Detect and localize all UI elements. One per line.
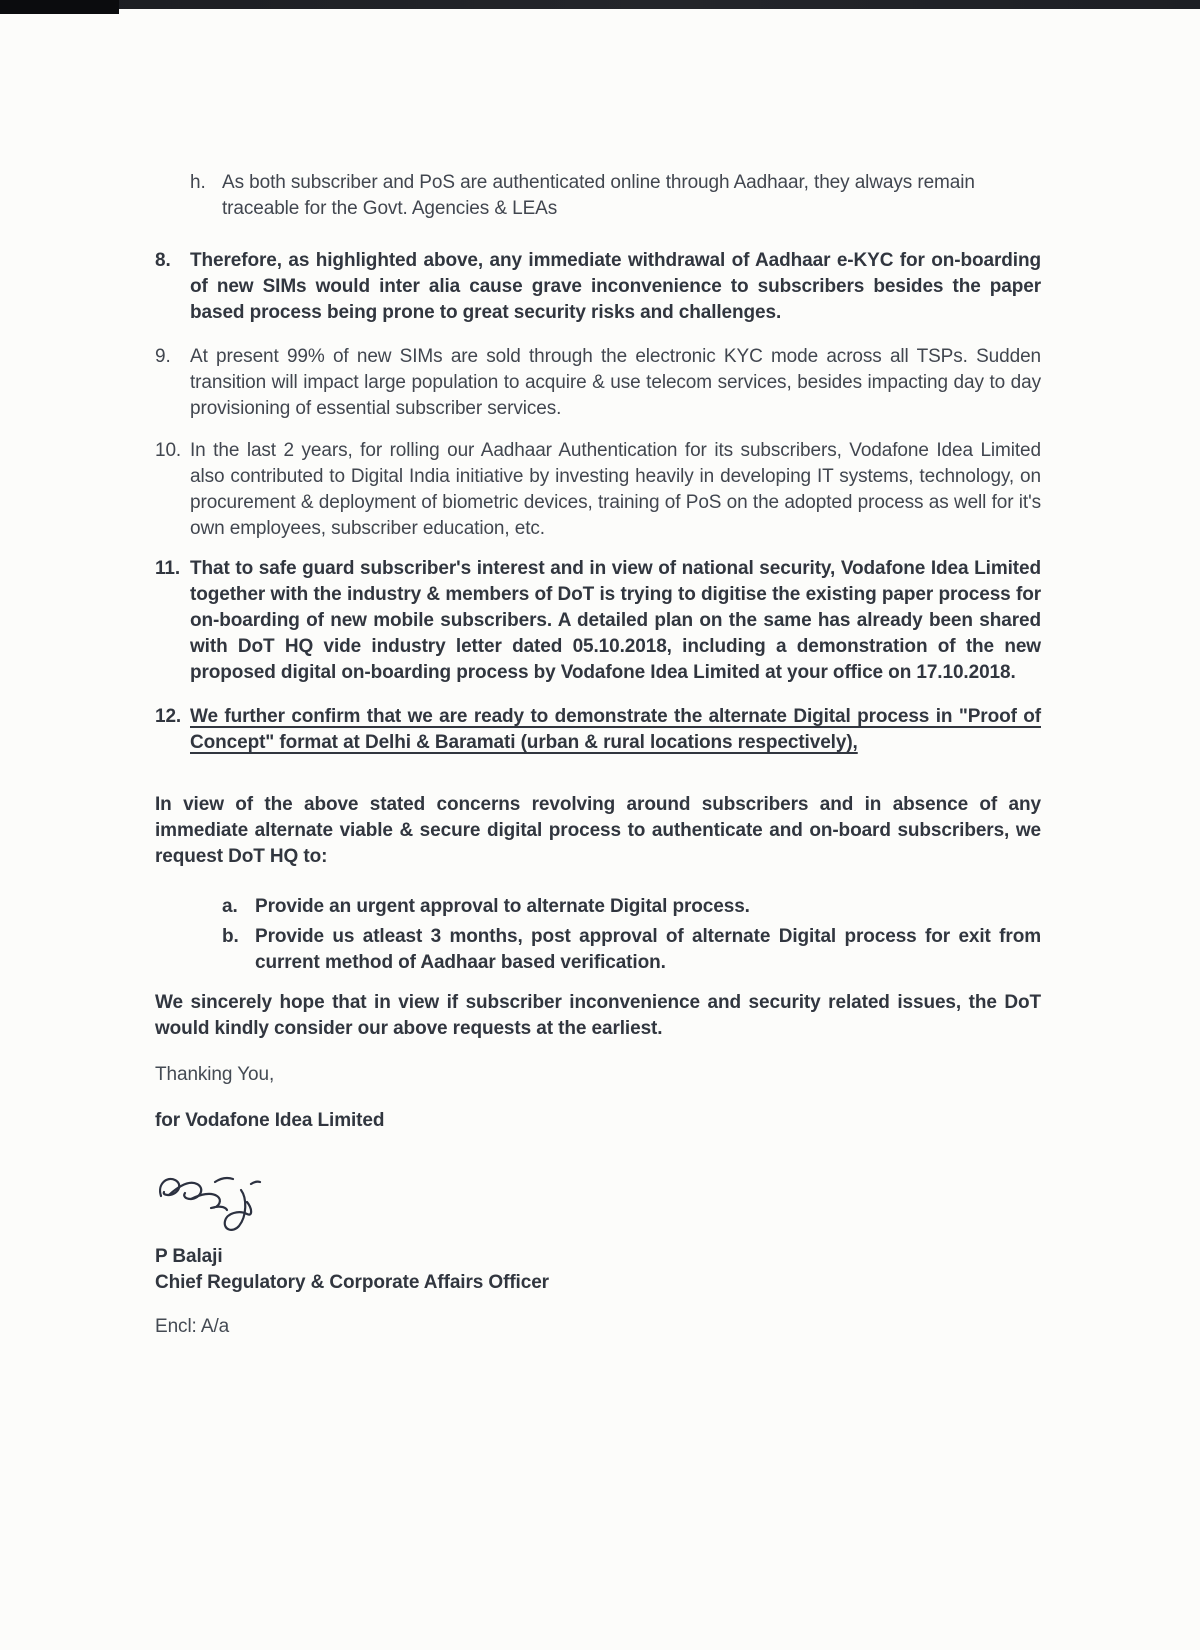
company-line: for Vodafone Idea Limited [155,1110,385,1131]
list-item-marker: 8. [155,250,171,271]
list-item-text: That to safe guard subscriber's interest and in view of national security, Vodafone Idea Limited together with the industry & members of DoT is trying to digitise the existing paper process for on-boarding of new mobile subscribers. A detailed plan on the same has already been shared with DoT HQ vide industry letter dated 05.10.2018, including a demonstration of the new proposed digital on-boarding process by Vodafone Idea Limited at your office on 17.10.2018. [190,558,1041,683]
letter-body [155,170,1041,1340]
request-item-b [222,924,1041,976]
list-item-text: At present 99% of new SIMs are sold through the electronic KYC mode across all TSPs. Sudden transition will impact large population to acquire & use telecom services, besides impacting day to day provisioning of essential subscriber services. [190,346,1041,419]
list-item-marker: a. [222,896,238,917]
list-item-marker: 11. [155,558,181,579]
scan-corner-artifact [0,0,119,14]
request-item-a [222,894,1041,920]
list-item-11 [155,556,1041,686]
list-item-h [190,170,1041,222]
list-item-text: We further confirm that we are ready to demonstrate the alternate Digital process in "Proof of Concept" format at Delhi & Baramati (urban & rural locations respectively), [190,706,1041,753]
signatory-title: Chief Regulatory & Corporate Affairs Officer [155,1272,549,1293]
enclosure-line: Encl: A/a [155,1316,230,1337]
signature-scribble [155,1168,295,1238]
request-paragraph: In view of the above stated concerns revolving around subscribers and in absence of any immediate alternate viable & secure digital process to authenticate and on-board subscribers, we request DoT HQ to: [155,794,1041,867]
list-item-12 [155,704,1041,756]
signatory-name: P Balaji [155,1246,223,1267]
request-list [222,894,1041,976]
thanking-line: Thanking You, [155,1064,275,1085]
list-item-text: Provide an urgent approval to alternate Digital process. [255,896,750,917]
list-item-marker: 9. [155,346,171,367]
list-item-8 [155,248,1041,326]
list-item-10 [155,438,1041,542]
list-item-9 [155,344,1041,422]
list-item-marker: 10. [155,440,182,461]
scan-edge-artifact [0,0,1200,9]
closing-paragraph: We sincerely hope that in view if subscriber inconvenience and security related issues, the DoT would kindly consider our above requests at the earliest. [155,992,1041,1039]
list-item-text: As both subscriber and PoS are authenticated online through Aadhaar, they always remain traceable for the Govt. Agencies & LEAs [222,172,975,219]
list-item-text: Provide us atleast 3 months, post approval of alternate Digital process for exit from current method of Aadhaar based verification. [255,926,1041,973]
list-item-marker: h. [190,172,206,193]
list-item-text: Therefore, as highlighted above, any immediate withdrawal of Aadhaar e-KYC for on-boarding of new SIMs would inter alia cause grave inconvenience to subscribers besides the paper based process being prone to great security risks and challenges. [190,250,1041,323]
list-item-text: In the last 2 years, for rolling our Aadhaar Authentication for its subscribers, Vodafone Idea Limited also contributed to Digital India initiative by investing heavily in developing IT systems, technology, on procurement & deployment of biometric devices, training of PoS on the adopted process as well for it's own employees, subscriber education, etc. [190,440,1041,539]
signature [155,1168,1041,1238]
list-item-marker: b. [222,926,239,947]
list-item-marker: 12. [155,706,182,727]
